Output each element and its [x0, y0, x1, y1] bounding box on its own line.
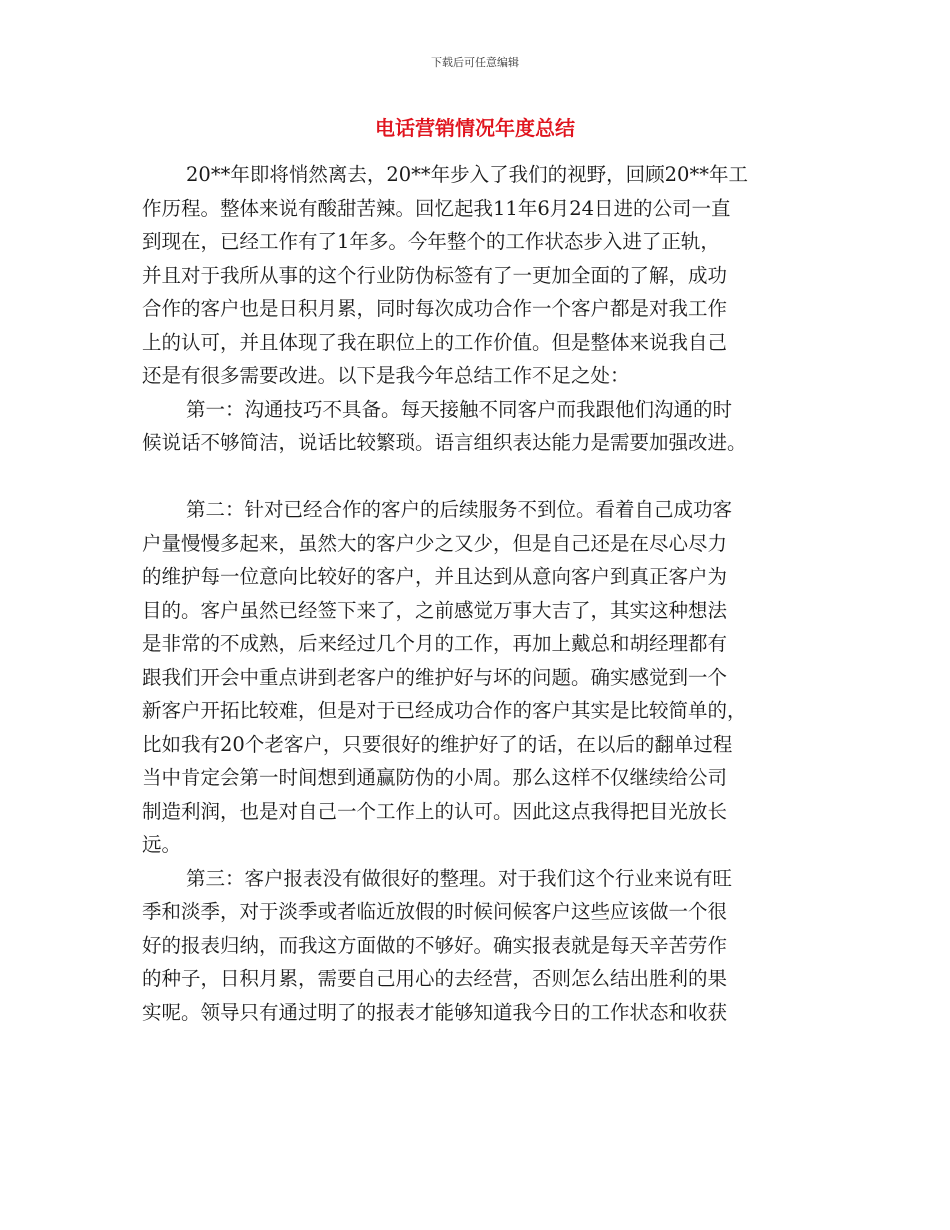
- text-line: 好的报表归纳，而我这方面做的不够好。确实报表就是每天辛苦劳作: [142, 933, 728, 957]
- paragraph-first-point: [142, 393, 807, 460]
- text-line: 当中肯定会第一时间想到通赢防伪的小周。那么这样不仅继续给公司: [142, 766, 728, 789]
- text-line: 户量慢慢多起来，虽然大的客户少之又少，但是自己还是在尽心尽力: [142, 531, 728, 555]
- text-line: 的种子，日积月累，需要自己用心的去经营，否则怎么结出胜利的果: [142, 967, 728, 990]
- text-line: 制造利润，也是对自己一个工作上的认可。因此这点我得把目光放长: [142, 799, 728, 823]
- paragraph-intro: [142, 158, 807, 393]
- text-line: 目的。客户虽然已经签下来了，之前感觉万事大吉了，其实这种想法: [142, 598, 728, 622]
- text-line: 第二：针对已经合作的客户的后续服务不到位。看着自己成功客: [186, 498, 733, 521]
- text-line: 的维护每一位意向比较好的客户，并且达到从意向客户到真正客户为: [142, 565, 728, 588]
- text-line: 第一：沟通技巧不具备。每天接触不同客户而我跟他们沟通的时: [186, 397, 733, 421]
- paragraph-second-point: [142, 493, 807, 862]
- text-line: 作历程。整体来说有酸甜苦辣。回忆起我11年6月24日进的公司一直: [142, 196, 731, 220]
- document-title: 电话营销情况年度总结: [375, 116, 575, 140]
- text-line: 比如我有20个老客户，只要很好的维护好了的话，在以后的翻单过程: [142, 732, 733, 756]
- text-line: 新客户开拓比较难，但是对于已经成功合作的客户其实是比较简单的，: [142, 699, 747, 722]
- text-line: 第三：客户报表没有做很好的整理。对于我们这个行业来说有旺: [186, 866, 733, 890]
- text-line: 是非常的不成熟，后来经过几个月的工作，再加上戴总和胡经理都有: [142, 632, 728, 655]
- text-line: 到现在，已经工作有了1年多。今年整个的工作状态步入进了正轨，: [142, 230, 720, 253]
- text-line: 候说话不够简洁，说话比较繁琐。语言组织表达能力是需要加强改进。: [142, 431, 747, 454]
- text-line: 跟我们开会中重点讲到老客户的维护好与坏的问题。确实感觉到一个: [142, 665, 728, 689]
- text-line: 合作的客户也是日积月累，同时每次成功合作一个客户都是对我工作: [142, 297, 728, 320]
- document-body: [142, 158, 807, 1029]
- text-line: 实呢。领导只有通过明了的报表才能够知道我今日的工作状态和收获: [142, 1000, 728, 1024]
- paragraph-spacer: [142, 460, 807, 494]
- header-note: 下载后可任意编辑: [431, 56, 519, 69]
- paragraph-third-point: [142, 862, 807, 1030]
- text-line: 还是有很多需要改进。以下是我今年总结工作不足之处：: [142, 364, 630, 387]
- text-line: 并且对于我所从事的这个行业防伪标签有了一更加全面的了解，成功: [142, 263, 728, 287]
- text-line: 20**年即将悄然离去，20**年步入了我们的视野，回顾20**年工: [186, 163, 748, 186]
- text-line: 上的认可，并且体现了我在职位上的工作价值。但是整体来说我自己: [142, 330, 728, 354]
- text-line: 季和淡季，对于淡季或者临近放假的时候问候客户这些应该做一个很: [142, 900, 728, 923]
- text-line: 远。: [142, 833, 182, 856]
